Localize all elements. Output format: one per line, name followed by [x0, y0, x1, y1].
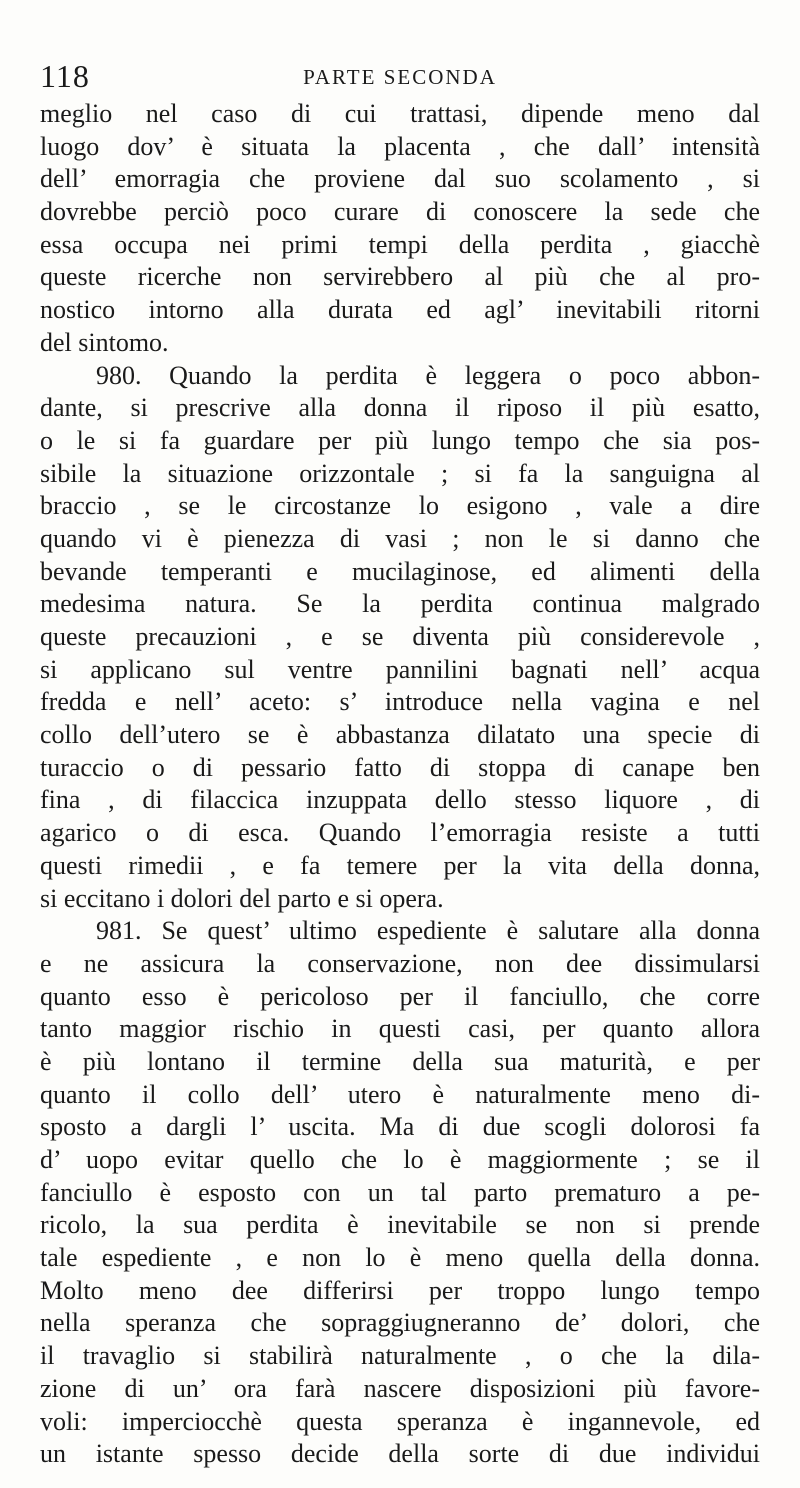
text-line: zione di un’ ora farà nascere disposizioni più favore- — [40, 1373, 760, 1403]
text-line: dell’ emorragia che proviene dal suo scolamento , si — [40, 164, 760, 194]
text-line: quanto il collo dell’ utero è naturalmente meno di- — [40, 1079, 760, 1109]
text-line: queste ricerche non servirebbero al più che al pro- — [40, 262, 760, 292]
text-line: e ne assicura la conservazione, non dee dissimularsi — [40, 948, 760, 978]
text-line: medesima natura. Se la perdita continua malgrado — [40, 589, 760, 619]
text-line: fina , di filaccica inzuppata dello stesso liquore , di — [40, 785, 760, 815]
text-line: quanto esso è pericoloso per il fanciullo, che corre — [40, 981, 760, 1011]
page-number: 118 — [40, 58, 90, 94]
text-line: braccio , se le circostanze lo esigono , vale a dire — [40, 491, 760, 521]
text-line: fanciullo è esposto con un tal parto prematuro a pe- — [40, 1177, 760, 1207]
text-line: bevande temperanti e mucilaginose, ed alimenti della — [40, 556, 760, 586]
text-line: ricolo, la sua perdita è inevitabile se non si prende — [40, 1210, 760, 1240]
text-line: collo dell’utero se è abbastanza dilatato una specie di — [40, 720, 760, 750]
paragraph-981-start: 981. Se quest’ ultimo espediente è salutare alla donna — [96, 916, 760, 946]
text-line: turaccio o di pessario fatto di stoppa di canape ben — [40, 752, 760, 782]
text-line: nella speranza che sopraggiugneranno de’ dolori, che — [40, 1308, 760, 1338]
text-line: quando vi è pienezza di vasi ; non le si danno che — [40, 523, 760, 553]
text-line: meglio nel caso di cui trattasi, dipende meno dal — [40, 99, 760, 128]
section-title: PARTE SECONDA — [303, 65, 497, 89]
text-line: dante, si prescrive alla donna il riposo il più esatto, — [40, 393, 760, 423]
text-line: Molto meno dee differirsi per troppo lungo tempo — [40, 1275, 760, 1305]
text-line: un istante spesso decide della sorte di due individui — [40, 1439, 760, 1469]
text-line: dovrebbe perciò poco curare di conoscere la sede che — [40, 197, 760, 227]
paragraph-980-start: 980. Quando la perdita è leggera o poco abbon- — [96, 360, 760, 390]
text-line: del sintomo. — [40, 327, 169, 357]
text-line: sposto a dargli l’ uscita. Ma di due scogli dolorosi fa — [40, 1112, 760, 1142]
text-line: d’ uopo evitar quello che lo è maggiormente ; se il — [40, 1145, 760, 1174]
text-line: nostico intorno alla durata ed agl’ inevitabili ritorni — [40, 295, 760, 325]
text-line: o le si fa guardare per più lungo tempo che sia pos- — [40, 425, 760, 455]
text-line: tale espediente , e non lo è meno quella della donna. — [40, 1243, 760, 1273]
text-line: luogo dov’ è situata la placenta , che dall’ intensità — [40, 131, 760, 161]
text-line: queste precauzioni , e se diventa più considerevole , — [40, 622, 760, 651]
text-line: agarico o di esca. Quando l’emorragia resiste a tutti — [40, 818, 760, 848]
text-line: il travaglio si stabilirà naturalmente , o che la dila- — [40, 1341, 760, 1371]
body-text — [40, 98, 760, 1471]
text-line: fredda e nell’ aceto: s’ introduce nella vagina e nel — [40, 687, 760, 717]
text-line: questi rimedii , e fa temere per la vita della donna, — [40, 850, 760, 880]
text-line: è più lontano il termine della sua maturità, e per — [40, 1046, 760, 1076]
text-line: essa occupa nei primi tempi della perdita , giacchè — [40, 229, 760, 259]
text-line: voli: imperciocchè questa speranza è ingannevole, ed — [40, 1406, 760, 1436]
text-line: si eccitano i dolori del parto e si opera. — [40, 883, 444, 913]
text-line: sibile la situazione orizzontale ; si fa la sanguigna al — [40, 458, 760, 488]
text-line: si applicano sul ventre pannilini bagnati nell’ acqua — [40, 654, 760, 684]
running-head — [40, 58, 760, 94]
text-line: tanto maggior rischio in questi casi, per quanto allora — [40, 1014, 760, 1044]
